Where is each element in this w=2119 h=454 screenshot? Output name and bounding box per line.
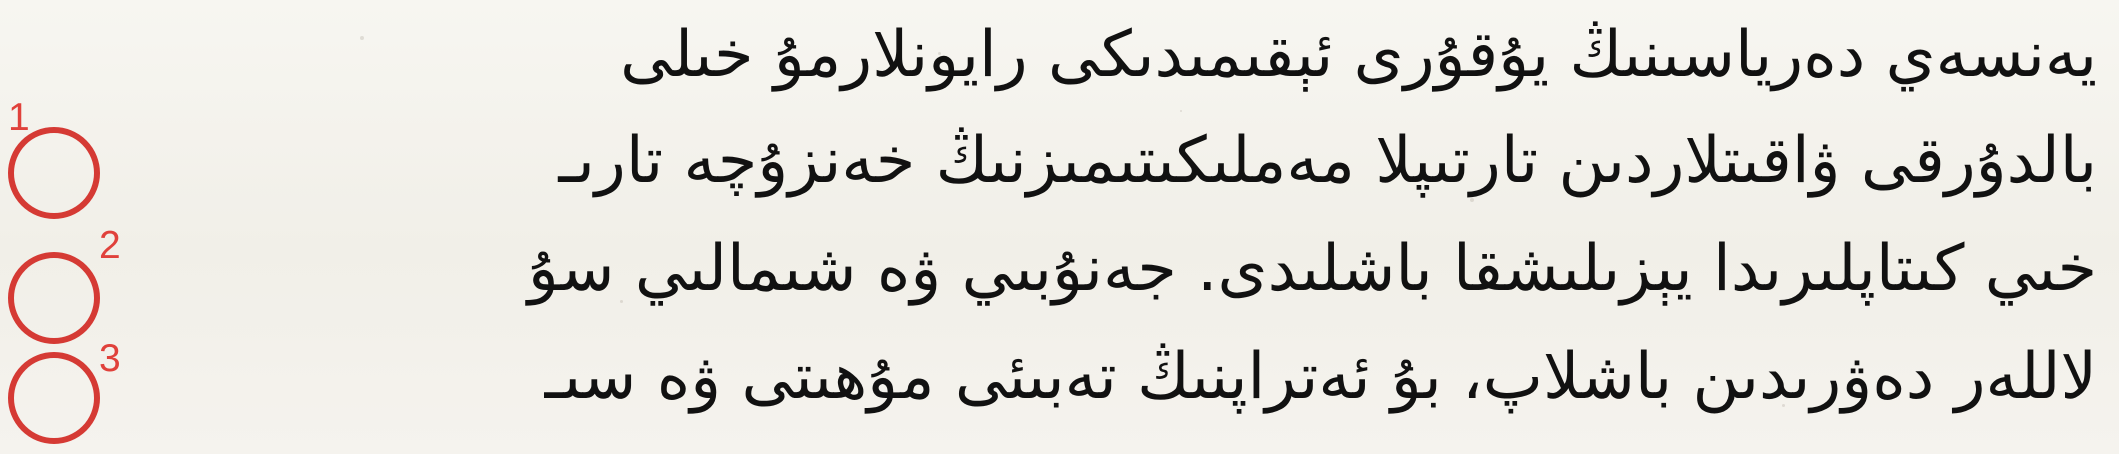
annotation-circle-1 bbox=[8, 127, 100, 219]
paper-speck bbox=[1180, 110, 1182, 112]
text-line-3: خىي كىتاپلىرىدا يېزىلىشقا باشلىدى. جەنۇبىي ۋە شىمالىي سۇ bbox=[527, 232, 2097, 306]
annotation-number-2: 2 bbox=[99, 224, 121, 267]
text-line-1: يەنسەي دەرياسىنىڭ يۇقۇرى ئېقىمىدىكى رايونلارمۇ خىلى bbox=[620, 18, 2097, 92]
annotation-circle-3 bbox=[8, 352, 100, 444]
annotation-number-3: 3 bbox=[99, 337, 121, 380]
text-line-4: لاللەر دەۋرىدىن باشلاپ، بۇ ئەتراپنىڭ تەبىئى مۇھىتى ۋە سىـ bbox=[544, 340, 2097, 414]
annotation-number-1: 1 bbox=[8, 96, 30, 139]
annotation-circle-2 bbox=[8, 252, 100, 344]
text-line-2: بالدۇرقى ۋاقىتلاردىن تارتىپلا مەملىكىتىمىزنىڭ خەنزۇچە تارىـ bbox=[558, 124, 2097, 198]
